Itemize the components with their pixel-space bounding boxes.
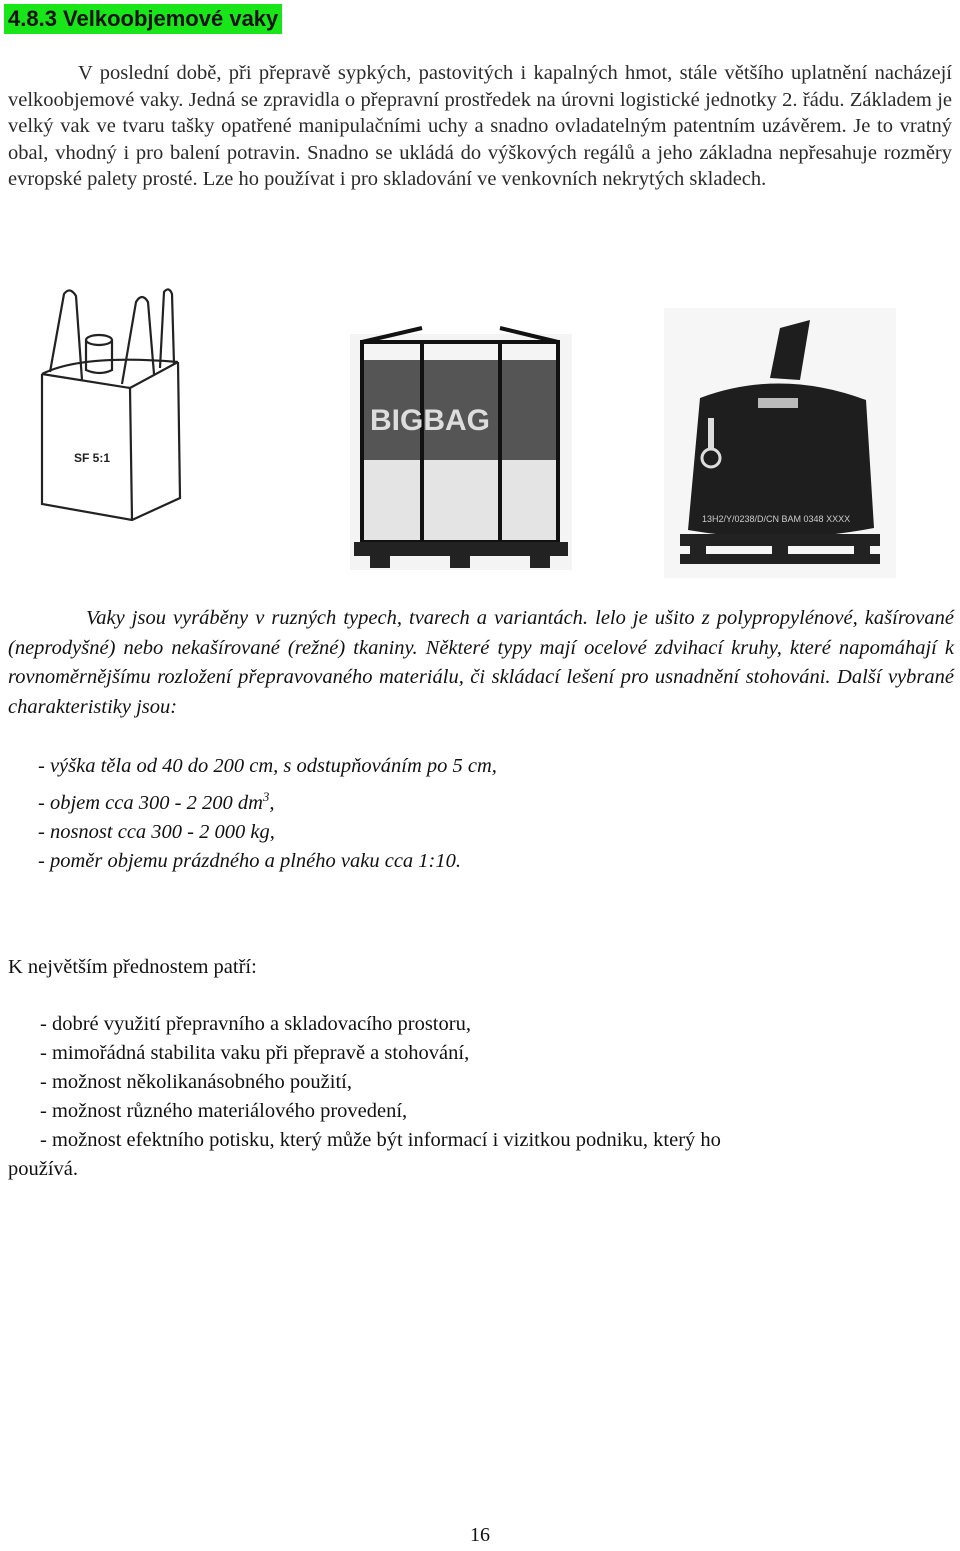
advantage-item: - dobré využití přepravního a skladovacího prostoru,	[40, 1013, 471, 1035]
bag-label: SF 5:1	[74, 451, 111, 465]
advantage-item: - možnost efektního potisku, který může být informací i vizitkou podniku, který ho	[40, 1129, 721, 1151]
figures-row	[0, 280, 960, 590]
dark-bulk-bag-photo	[660, 308, 900, 578]
page-number: 16	[470, 1524, 490, 1546]
spec-item	[38, 782, 497, 818]
description-paragraph	[8, 604, 954, 722]
intro-paragraph	[8, 60, 952, 193]
spec-item: - nosnost cca 300 - 2 000 kg,	[38, 820, 275, 843]
frame-label: BIGBAG	[370, 404, 490, 437]
intro-text: V poslední době, při přepravě sypkých, pastovitých i kapalných hmot, stále většího uplatnění nacházejí velkoobjemové vaky. Jedná se zpravidla o přepravní prostředek na úrovni logistické jednotky 2. řádu. Základem je velký vak ve tvaru tašky opatřené manipulačními uchy a snadno ovladatelným patentním uzávěrem. Je to vratný obal, vhodný i pro balení potravin. Snadno se ukládá do výškových regálů a jeho základna nepřesahuje rozměry evropské palety prosté. Lze ho používat i pro skladování ve venkovních nekrytých skladech.	[8, 62, 952, 190]
advantage-item: - možnost různého materiálového provedení,	[40, 1100, 408, 1122]
advantage-item: - možnost několikanásobného použití,	[40, 1071, 352, 1093]
advantage-item: - mimořádná stabilita vaku při přepravě a stohování,	[40, 1042, 470, 1064]
framed-bigbag-photo	[340, 320, 580, 584]
advantage-item-continuation: používá.	[8, 1158, 79, 1180]
description-text: Vaky jsou vyráběny v ruzných typech, tvarech a variantách. lelo je ušito z polypropylénové, kašírované (neprodyšné) nebo nekašírované (režné) tkaniny. Některé typy mají ocelové zdvihací kruhy, které napomáhají k rovnoměrnějšímu rozložení přepravovaného materiálu, či skládací lešení pro usnadnění stohováni. Další vybrané charakteristiky jsou:	[8, 607, 954, 718]
bulk-bag-drawing	[12, 284, 192, 534]
spec-item: - poměr objemu prázdného a plného vaku cca 1:10.	[38, 850, 462, 873]
specs-list	[38, 752, 497, 877]
spec-volume-exponent: 3	[262, 788, 270, 804]
section-heading: 4.8.3 Velkoobjemové vaky	[4, 4, 282, 34]
advantages-title: K největším přednostem patří:	[8, 956, 257, 978]
spec-volume-text: - objem cca 300 - 2 200 dm	[38, 791, 263, 814]
drum-label: 13H2/Y/0238/D/CN BAM 0348 XXXX	[702, 514, 851, 524]
spec-item: - výška těla od 40 do 200 cm, s odstupňováním po 5 cm,	[38, 755, 497, 777]
advantages-list	[8, 1010, 954, 1184]
spec-volume-comma: ,	[269, 791, 275, 814]
